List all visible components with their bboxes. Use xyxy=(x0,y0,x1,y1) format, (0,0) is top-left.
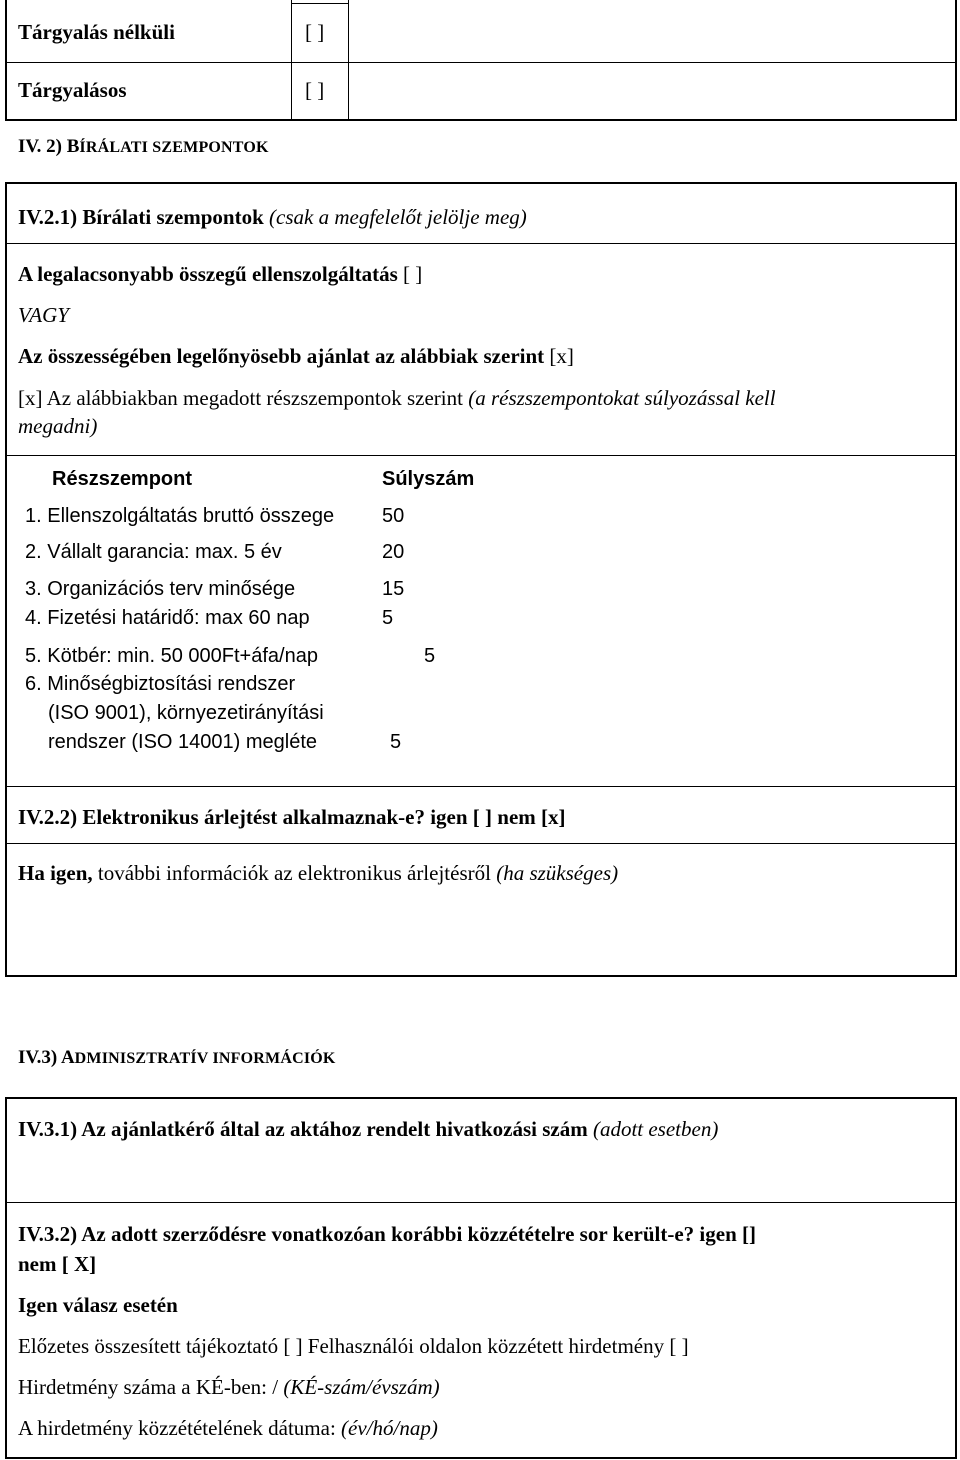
section-iv2-heading xyxy=(18,136,269,158)
criteria-header-weight: Súlyszám xyxy=(382,468,475,490)
frame-line xyxy=(348,0,349,120)
section-iv3-heading-rest: DMINISZTRATÍV INFORMÁCIÓK xyxy=(74,1050,336,1067)
criteria-row6-weight: 5 xyxy=(390,731,402,753)
reference-number-label: IV.3.1) Az ajánlatkérő által az aktához rendelt hivatkozási szám xyxy=(18,1117,588,1141)
frame-line xyxy=(5,843,957,844)
frame-line xyxy=(5,182,957,184)
reference-number-note: (adott esetben) xyxy=(592,1117,719,1141)
yes-case-label: Igen válasz esetén xyxy=(18,1293,178,1317)
criteria-row-weight: 5 xyxy=(424,645,436,667)
criteria-row6-line3: rendszer (ISO 14001) megléte xyxy=(48,731,318,753)
sub-criteria-note: (a részszempontokat súlyozással kell xyxy=(468,386,776,410)
criteria-row-label: 2. Vállalt garancia: max. 5 év xyxy=(25,541,282,563)
or-label: VAGY xyxy=(18,303,69,327)
procedure-without-negotiation-checkbox[interactable]: [ ] xyxy=(305,20,325,44)
sub-criteria-note-cont: megadni) xyxy=(18,414,98,438)
notice-number-row xyxy=(18,1375,440,1400)
e-auction-info-text: további információk az elektronikus árlejtésről xyxy=(97,861,491,885)
frame-line xyxy=(291,3,349,4)
procedure-with-negotiation-checkbox[interactable]: [ ] xyxy=(305,78,325,102)
section-iv2-heading-num: IV. 2) B xyxy=(18,136,80,157)
section-iv21-title-bold: IV.2.1) Bírálati szempontok xyxy=(18,205,264,229)
sub-criteria-label: Az alábbiakban megadott részszempontok szerint xyxy=(46,386,463,410)
frame-line xyxy=(5,62,957,63)
frame-line xyxy=(955,0,957,120)
prior-publication-question: IV.3.2) Az adott szerződésre vonatkozóan korábbi közzétételre sor került-e? igen [] xyxy=(18,1222,756,1246)
criteria-row-label: 4. Fizetési határidő: max 60 nap xyxy=(25,607,310,629)
frame-line xyxy=(5,786,957,787)
frame-line xyxy=(5,243,957,244)
frame-line xyxy=(5,455,957,456)
frame-line xyxy=(5,0,7,120)
criteria-row-weight: 15 xyxy=(382,578,405,600)
e-auction-info-note: (ha szükséges) xyxy=(496,861,619,885)
criteria-row-weight: 50 xyxy=(382,505,405,527)
criteria-row-weight: 5 xyxy=(382,607,394,629)
criteria-row6-line1: 6. Minőségbiztosítási rendszer xyxy=(25,673,296,695)
frame-line xyxy=(5,1457,957,1459)
publication-date-label: A hirdetmény közzétételének dátuma: xyxy=(18,1416,336,1440)
sub-criteria-option xyxy=(18,386,776,411)
frame-line xyxy=(5,1097,7,1459)
section-iv3-heading-num: IV.3) A xyxy=(18,1047,75,1068)
lowest-price-checkbox[interactable]: [ ] xyxy=(403,262,423,286)
procedure-without-negotiation-label: Tárgyalás nélküli xyxy=(18,20,175,44)
frame-line xyxy=(955,182,957,977)
prior-publication-answer: nem [ X] xyxy=(18,1252,97,1276)
reference-number-row xyxy=(18,1117,718,1142)
publication-date-row xyxy=(18,1416,438,1441)
frame-line xyxy=(5,1097,957,1099)
section-iv3-heading xyxy=(18,1047,336,1069)
criteria-row-label: 3. Organizációs terv minősége xyxy=(25,578,296,600)
section-iv21-title xyxy=(18,205,527,230)
best-offer-label: Az összességében legelőnyösebb ajánlat az alábbiak szerint xyxy=(18,344,545,368)
section-iv2-heading-rest: ÍRÁLATI SZEMPONTOK xyxy=(79,139,269,156)
best-offer-checkbox[interactable]: [x] xyxy=(549,344,574,368)
frame-line xyxy=(5,975,957,977)
procedure-with-negotiation-label: Tárgyalásos xyxy=(18,78,127,102)
criteria-header-criterion: Részszempont xyxy=(52,468,193,490)
frame-line xyxy=(5,119,957,121)
best-offer-option xyxy=(18,344,574,369)
frame-line xyxy=(955,1097,957,1459)
sub-criteria-checkbox[interactable]: [x] xyxy=(18,386,43,410)
frame-line xyxy=(291,0,292,120)
criteria-row-weight: 20 xyxy=(382,541,405,563)
criteria-row6-line2: (ISO 9001), környezetirányítási xyxy=(48,702,324,724)
e-auction-info-bold: Ha igen, xyxy=(18,861,93,885)
publication-date-note: (év/hó/nap) xyxy=(341,1416,438,1440)
criteria-row-label: 5. Kötbér: min. 50 000Ft+áfa/nap xyxy=(25,645,318,667)
lowest-price-label: A legalacsonyabb összegű ellenszolgáltatás xyxy=(18,262,398,286)
frame-line xyxy=(5,182,7,977)
prior-notice-options: Előzetes összesített tájékoztató [ ] Felhasználói oldalon közzétett hirdetmény [ ] xyxy=(18,1334,689,1358)
notice-number-label: Hirdetmény száma a KÉ-ben: / xyxy=(18,1375,279,1399)
e-auction-question: IV.2.2) Elektronikus árlejtést alkalmaznak-e? igen [ ] nem [x] xyxy=(18,805,566,829)
e-auction-info xyxy=(18,861,618,886)
criteria-row-label: 1. Ellenszolgáltatás bruttó összege xyxy=(25,505,335,527)
frame-line xyxy=(5,1202,957,1203)
lowest-price-option xyxy=(18,262,422,287)
notice-number-note: (KÉ-szám/évszám) xyxy=(283,1375,440,1399)
section-iv21-note: (csak a megfelelőt jelölje meg) xyxy=(269,205,527,229)
